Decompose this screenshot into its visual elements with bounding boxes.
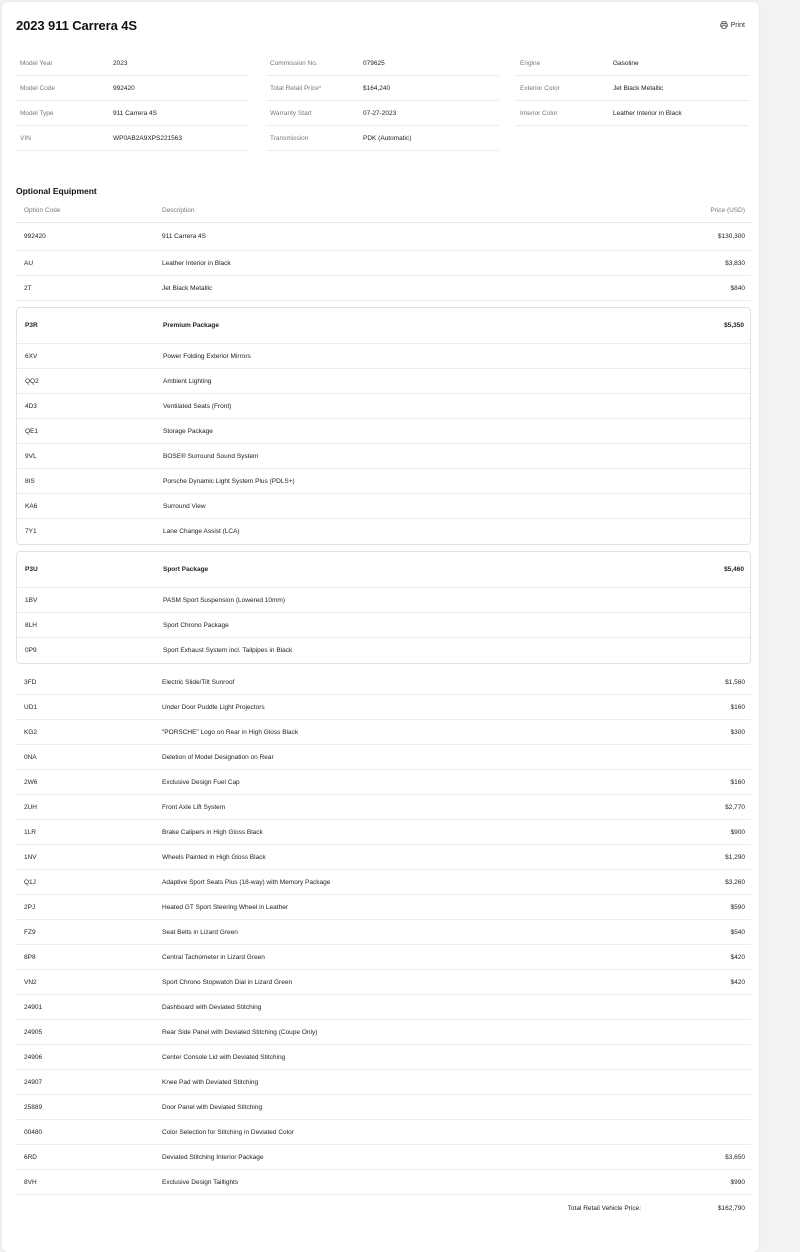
table-row xyxy=(17,444,750,469)
option-price: $2,770 xyxy=(725,803,745,811)
spec-label: Total Retail Price* xyxy=(270,84,322,92)
spec-label: Commission No. xyxy=(270,59,318,67)
spec-value: 079625 xyxy=(363,59,385,67)
option-price: $3,650 xyxy=(725,1153,745,1161)
option-code: 7Y1 xyxy=(25,528,37,535)
spec-value: 07-27-2023 xyxy=(363,109,397,117)
spec-column xyxy=(516,51,749,151)
option-description: Rear Side Panel with Deviated Stitching (Coupe Only) xyxy=(162,1028,318,1036)
option-code: VN2 xyxy=(24,978,37,986)
table-row xyxy=(16,1145,751,1170)
option-description: Under Door Puddle Light Projectors xyxy=(162,703,265,711)
option-price: $5,460 xyxy=(724,566,744,573)
option-code: 0NA xyxy=(24,753,37,761)
spec-column xyxy=(266,51,499,151)
option-price: $990 xyxy=(730,1178,745,1186)
option-code: 2UH xyxy=(24,803,38,811)
table-row xyxy=(16,995,751,1020)
spec-label: VIN xyxy=(20,134,31,142)
option-price: $840 xyxy=(730,284,745,292)
option-code: 2T xyxy=(24,284,32,292)
option-description: Premium Package xyxy=(163,322,220,329)
option-price: $3,260 xyxy=(725,878,745,886)
option-description: Exclusive Design Fuel Cap xyxy=(162,778,240,786)
option-code: 25889 xyxy=(24,1103,43,1111)
spec-label: Engine xyxy=(520,59,541,67)
table-row xyxy=(16,920,751,945)
option-code: 8P8 xyxy=(24,953,36,961)
option-description: Electric Slide/Tilt Sunroof xyxy=(162,678,235,686)
spec-label: Model Type xyxy=(20,109,54,117)
spec-value: Gasoline xyxy=(613,59,639,67)
spec-label: Exterior Color xyxy=(520,84,560,92)
option-description: Dashboard with Deviated Stitching xyxy=(162,1003,262,1011)
option-description: Brake Calipers in High Gloss Black xyxy=(162,828,263,836)
spec-value: Leather Interior in Black xyxy=(613,109,682,117)
option-description: Lane Change Assist (LCA) xyxy=(163,528,240,535)
table-row xyxy=(16,770,751,795)
option-description: Knee Pad with Deviated Stitching xyxy=(162,1078,259,1086)
option-description: Power Folding Exterior Mirrors xyxy=(163,352,251,360)
spec-value: 992420 xyxy=(113,84,135,92)
option-price: $160 xyxy=(730,778,745,786)
vehicle-details-card xyxy=(2,2,759,1252)
spec-row xyxy=(16,76,249,101)
total-value: $162,790 xyxy=(717,1204,745,1212)
spec-row xyxy=(266,101,499,126)
option-code: 2PJ xyxy=(24,903,36,911)
option-code: 24901 xyxy=(24,1003,43,1011)
spec-value: Jet Black Metallic xyxy=(613,84,664,92)
table-row xyxy=(17,552,750,588)
table-row xyxy=(17,369,750,394)
option-code: 00480 xyxy=(24,1128,43,1136)
option-description: Sport Chrono Stopwatch Dial in Lizard Green xyxy=(162,978,293,986)
option-description: Adaptive Sport Seats Plus (18-way) with Memory Package xyxy=(162,878,331,886)
option-price: $130,300 xyxy=(717,233,745,240)
spec-row xyxy=(16,51,249,76)
spec-row xyxy=(16,126,249,151)
package-group xyxy=(16,307,751,545)
option-description: Sport Exhaust System incl. Tailpipes in Black xyxy=(163,647,293,654)
table-header xyxy=(16,198,751,223)
option-description: Door Panel with Deviated Stitching xyxy=(162,1103,263,1111)
option-price: $300 xyxy=(730,728,745,736)
option-description: Sport Package xyxy=(163,566,209,573)
table-row xyxy=(17,308,750,344)
option-price: $160 xyxy=(730,703,745,711)
option-description: Deletion of Model Designation on Rear xyxy=(162,753,274,761)
table-row xyxy=(16,276,751,301)
spec-label: Interior Color xyxy=(520,109,558,117)
option-code: 1LR xyxy=(24,828,36,836)
spec-label: Model Code xyxy=(20,84,56,92)
option-code: 24905 xyxy=(24,1028,43,1036)
option-description: Color Selection for Stitching in Deviated Color xyxy=(162,1128,294,1136)
option-description: Leather Interior in Black xyxy=(162,259,231,267)
spec-value: $164,240 xyxy=(363,84,391,92)
option-code: 0P9 xyxy=(25,647,37,654)
package-group xyxy=(16,551,751,664)
option-code: KA6 xyxy=(25,502,38,510)
option-description: Ventilated Seats (Front) xyxy=(163,402,232,410)
option-price: $5,350 xyxy=(724,322,744,329)
option-code: 6RD xyxy=(24,1153,38,1161)
spec-value: PDK (Automatic) xyxy=(363,134,412,142)
spec-row xyxy=(516,101,749,126)
option-description: "PORSCHE" Logo on Rear in High Gloss Black xyxy=(162,728,299,736)
table-row xyxy=(16,1095,751,1120)
option-code: 4D3 xyxy=(25,402,37,410)
option-description: Jet Black Metallic xyxy=(162,284,213,292)
option-code: 1NV xyxy=(24,853,37,861)
print-label: Print xyxy=(730,21,745,29)
spec-row xyxy=(266,126,499,151)
option-code: QQ2 xyxy=(25,377,39,385)
table-row xyxy=(16,1045,751,1070)
table-row xyxy=(16,251,751,276)
option-code: P3U xyxy=(25,566,38,573)
option-description: Front Axle Lift System xyxy=(162,803,226,811)
page-title: 2023 911 Carrera 4S xyxy=(16,18,137,33)
table-row xyxy=(17,494,750,519)
option-code: 1BV xyxy=(25,596,38,604)
table-row xyxy=(17,344,750,369)
option-description: Center Console Lid with Deviated Stitching xyxy=(162,1053,286,1061)
table-row xyxy=(16,895,751,920)
equipment-table xyxy=(16,198,751,1221)
table-row xyxy=(16,945,751,970)
option-price: $590 xyxy=(730,903,745,911)
option-code: 8LH xyxy=(25,621,37,629)
table-row xyxy=(16,670,751,695)
table-row xyxy=(16,1120,751,1145)
option-description: PASM Sport Suspension (Lowered 10mm) xyxy=(163,596,285,604)
header-option-code: Option Code xyxy=(24,206,61,214)
option-code: KG2 xyxy=(24,728,38,736)
total-row xyxy=(16,1195,751,1221)
table-row xyxy=(17,394,750,419)
option-code: Q1J xyxy=(24,878,36,886)
table-row xyxy=(17,613,750,638)
option-code: 8IS xyxy=(25,477,35,485)
vehicle-spec-grid xyxy=(16,51,749,151)
option-price: $420 xyxy=(730,978,745,986)
table-row xyxy=(16,1020,751,1045)
option-description: Porsche Dynamic Light System Plus (PDLS+) xyxy=(163,477,295,485)
option-code: P3R xyxy=(25,322,38,329)
spec-row xyxy=(266,51,499,76)
table-row xyxy=(17,638,750,663)
spec-label: Model Year xyxy=(20,59,53,67)
table-row xyxy=(16,870,751,895)
spec-row xyxy=(516,76,749,101)
option-price: $420 xyxy=(730,953,745,961)
option-price: $3,830 xyxy=(725,259,745,267)
table-row xyxy=(17,519,750,544)
option-code: 24906 xyxy=(24,1053,43,1061)
print-button[interactable] xyxy=(720,21,745,29)
option-description: Ambient Lighting xyxy=(163,377,212,385)
option-price: $1,560 xyxy=(725,678,745,686)
option-code: 24907 xyxy=(24,1078,43,1086)
option-code: 8VH xyxy=(24,1178,37,1186)
table-row xyxy=(16,820,751,845)
spec-label: Transmission xyxy=(270,134,309,142)
spec-row xyxy=(266,76,499,101)
option-description: Surround View xyxy=(163,502,206,510)
option-code: 992420 xyxy=(24,233,46,240)
table-row xyxy=(16,745,751,770)
spec-value: WP0AB2A9XPS221563 xyxy=(113,134,183,142)
table-row xyxy=(16,720,751,745)
option-description: Storage Package xyxy=(163,427,213,435)
table-row xyxy=(16,223,751,251)
printer-icon xyxy=(720,21,728,29)
option-code: 3FD xyxy=(24,678,37,686)
total-label: Total Retail Vehicle Price: xyxy=(567,1204,641,1212)
option-description: Sport Chrono Package xyxy=(163,621,229,629)
table-row xyxy=(16,795,751,820)
option-description: Central Tachometer in Lizard Green xyxy=(162,953,265,961)
spec-label: Warranty Start xyxy=(270,109,312,117)
table-row xyxy=(16,845,751,870)
spec-column xyxy=(16,51,249,151)
table-row xyxy=(16,1070,751,1095)
table-row xyxy=(17,469,750,494)
option-price: $900 xyxy=(730,828,745,836)
table-row xyxy=(16,1170,751,1195)
spec-value: 2023 xyxy=(113,59,128,67)
option-description: BOSE® Surround Sound System xyxy=(163,452,259,460)
table-row xyxy=(16,695,751,720)
option-description: Exclusive Design Taillights xyxy=(162,1178,239,1186)
spec-row xyxy=(516,51,749,76)
option-code: 2W6 xyxy=(24,778,38,786)
spec-value: 911 Carrera 4S xyxy=(113,109,157,117)
option-code: 9VL xyxy=(25,452,37,460)
spec-row xyxy=(16,101,249,126)
option-description: Heated GT Sport Steering Wheel in Leather xyxy=(162,903,288,911)
option-code: QE1 xyxy=(25,427,39,435)
option-code: FZ9 xyxy=(24,928,36,936)
table-row xyxy=(16,970,751,995)
option-description: Wheels Painted in High Gloss Black xyxy=(162,853,266,861)
option-price: $540 xyxy=(730,928,745,936)
option-code: AU xyxy=(24,259,34,267)
option-description: 911 Carrera 4S xyxy=(162,233,206,240)
table-row xyxy=(17,588,750,613)
header-description: Description xyxy=(162,206,195,214)
option-price: $1,290 xyxy=(725,853,745,861)
header-price: Price (USD) xyxy=(710,206,745,214)
optional-equipment-title: Optional Equipment xyxy=(16,186,97,196)
option-description: Deviated Stitching Interior Package xyxy=(162,1153,264,1161)
option-description: Seat Belts in Lizard Green xyxy=(162,928,238,936)
option-code: UD1 xyxy=(24,703,38,711)
option-code: 6XV xyxy=(25,352,38,360)
table-row xyxy=(17,419,750,444)
